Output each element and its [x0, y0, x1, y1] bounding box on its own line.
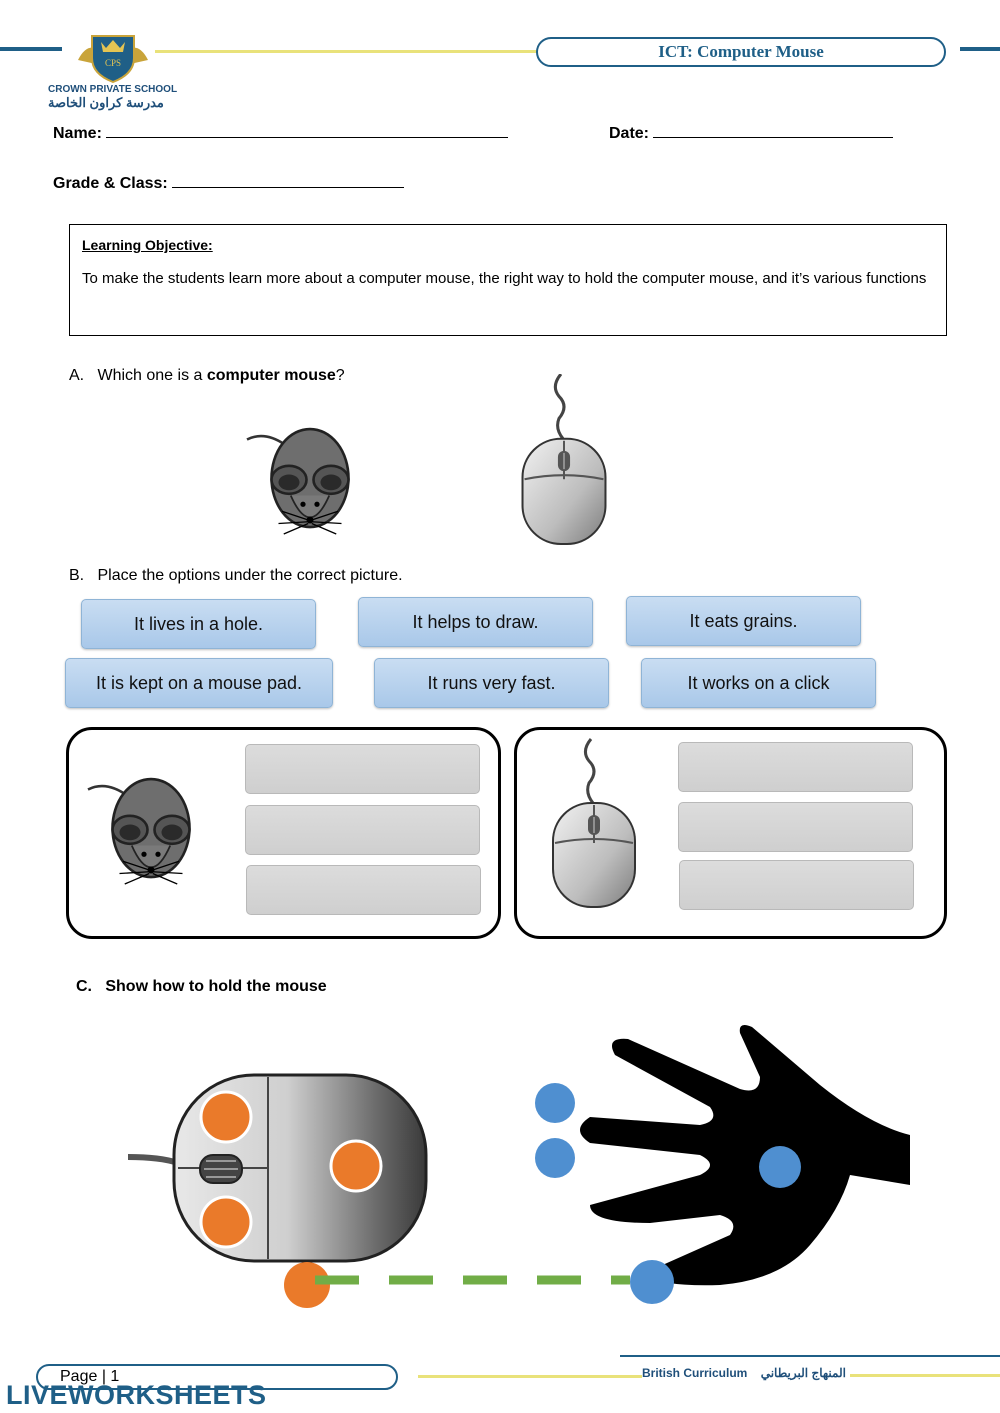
- header-rule-right: [960, 47, 1000, 51]
- liveworksheets-logo: LIVEWORKSHEETS: [6, 1380, 267, 1410]
- header-rule-yellow: [155, 50, 537, 53]
- drop-slot[interactable]: [678, 742, 913, 792]
- question-b-text: Place the options under the correct picture.: [97, 567, 403, 584]
- question-c-letter: C.: [76, 978, 92, 995]
- date-label: Date:: [609, 125, 650, 142]
- name-line[interactable]: [106, 121, 508, 138]
- drop-slot[interactable]: [679, 860, 914, 910]
- hand-target-dot[interactable]: [535, 1138, 575, 1178]
- name-field: [53, 121, 508, 143]
- school-crest-icon: [68, 30, 158, 84]
- mouse-target-dot[interactable]: [284, 1262, 330, 1308]
- objective-text: To make the students learn more about a computer mouse, the right way to hold the computer mouse, and it’s various functions: [82, 270, 927, 287]
- drop-slot[interactable]: [246, 865, 481, 915]
- question-c: [76, 978, 327, 996]
- name-label: Name:: [53, 125, 102, 142]
- hand-target-dot[interactable]: [759, 1146, 801, 1188]
- computer-mouse-image: [551, 738, 637, 910]
- header-rule-left: [0, 47, 62, 51]
- option-card[interactable]: It eats grains.: [626, 596, 861, 646]
- mouse-target-dot[interactable]: [201, 1092, 251, 1142]
- question-a-bold: computer mouse: [206, 367, 336, 384]
- hand-target-dot[interactable]: [535, 1083, 575, 1123]
- footer-rule-blue: [620, 1355, 1000, 1357]
- question-b: [69, 567, 403, 585]
- grade-field: [53, 171, 404, 193]
- computer-mouse-image[interactable]: [520, 374, 608, 546]
- curriculum-en: British Curriculum: [642, 1366, 748, 1380]
- question-a-letter: A.: [69, 367, 85, 384]
- animal-mouse-image[interactable]: [240, 408, 380, 548]
- option-card[interactable]: It runs very fast.: [374, 658, 609, 708]
- computer-mouse-panel: [514, 727, 947, 939]
- drop-slot[interactable]: [245, 805, 480, 855]
- question-b-letter: B.: [69, 567, 85, 584]
- option-card[interactable]: It is kept on a mouse pad.: [65, 658, 333, 708]
- drop-slot[interactable]: [245, 744, 480, 794]
- mouse-hold-diagram: [120, 1025, 920, 1315]
- school-name-arabic: مدرسة كراون الخاصة: [48, 95, 164, 110]
- question-a-suffix: ?: [335, 367, 345, 384]
- hand-target-dot[interactable]: [630, 1260, 674, 1304]
- date-line[interactable]: [653, 121, 893, 138]
- option-card[interactable]: It lives in a hole.: [81, 599, 316, 649]
- grade-label: Grade & Class:: [53, 175, 168, 192]
- grade-line[interactable]: [172, 171, 404, 188]
- option-card[interactable]: It helps to draw.: [358, 597, 593, 647]
- school-name: CROWN PRIVATE SCHOOL: [48, 84, 178, 95]
- animal-mouse-image: [81, 758, 221, 898]
- mouse-target-dot[interactable]: [201, 1197, 251, 1247]
- mouse-target-dot[interactable]: [331, 1141, 381, 1191]
- date-field: [609, 121, 893, 143]
- objective-heading: Learning Objective:: [82, 237, 213, 253]
- question-c-text: Show how to hold the mouse: [105, 978, 327, 995]
- worksheet-title: ICT: Computer Mouse: [536, 37, 946, 67]
- animal-mouse-panel: [66, 727, 501, 939]
- question-a: [69, 367, 345, 385]
- drop-slot[interactable]: [678, 802, 913, 852]
- learning-objective-box: [69, 224, 947, 336]
- curriculum-label: [642, 1366, 846, 1380]
- option-card[interactable]: It works on a click: [641, 658, 876, 708]
- footer-rule-yellow-right: [850, 1374, 1000, 1377]
- question-a-prefix: Which one is a: [97, 367, 207, 384]
- crest-text: CPS: [104, 58, 122, 68]
- curriculum-ar: المنهاج البريطاني: [760, 1366, 846, 1380]
- hand-silhouette: [580, 1025, 910, 1285]
- page-number: Page | 1: [36, 1364, 398, 1390]
- footer-rule-yellow: [418, 1375, 642, 1378]
